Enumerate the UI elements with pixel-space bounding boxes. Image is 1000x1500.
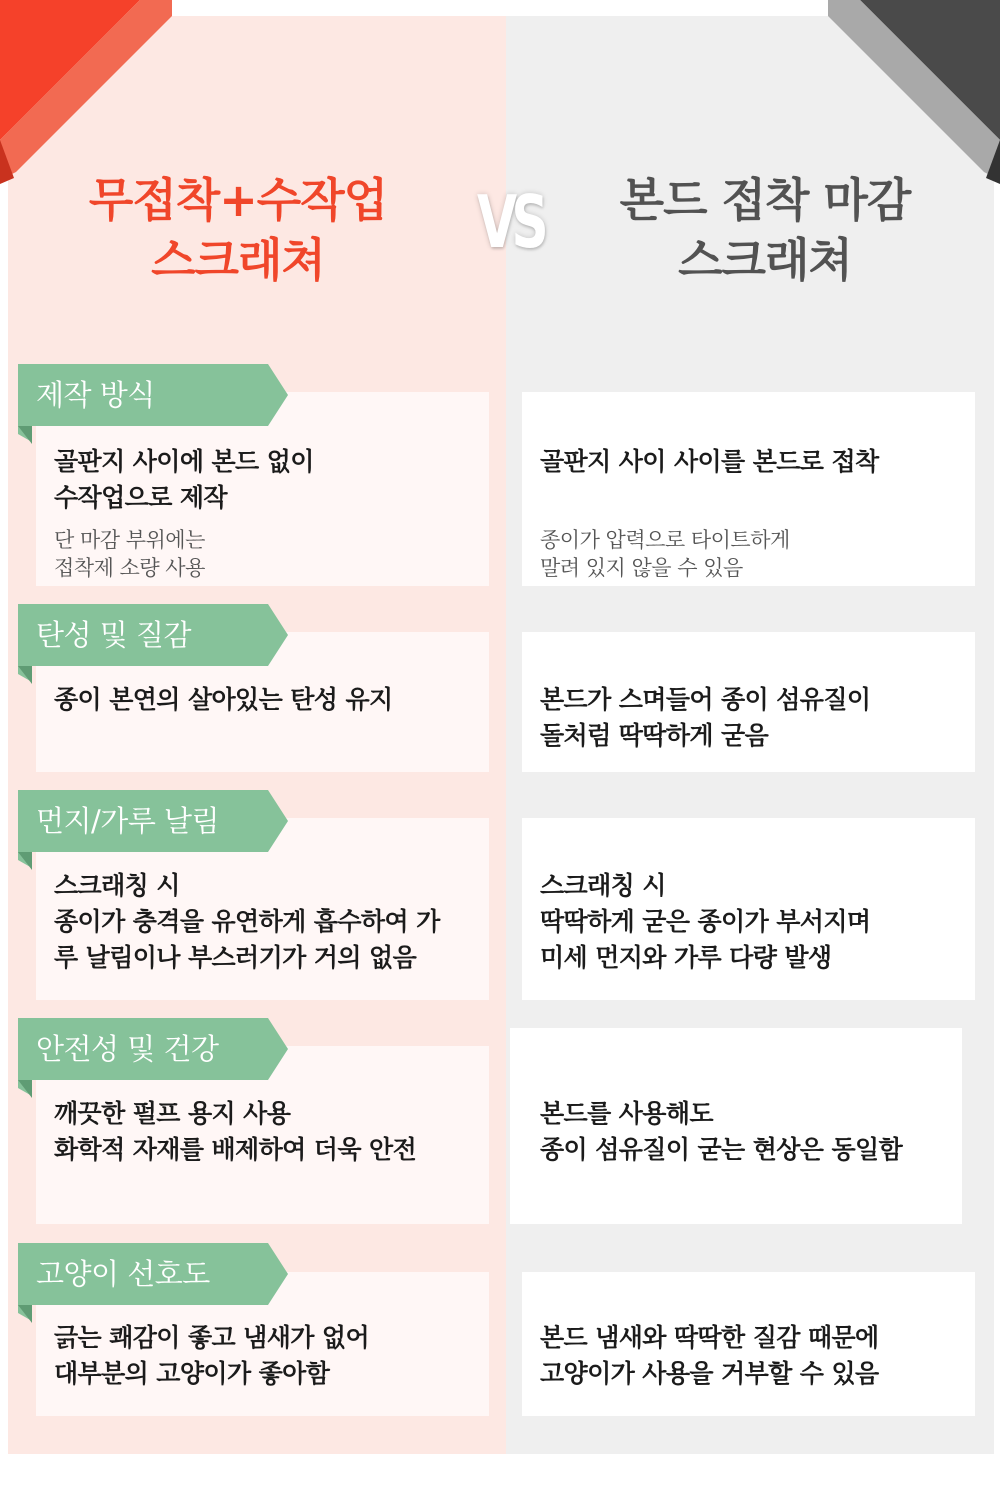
category-label: 제작 방식: [36, 378, 155, 412]
left-card-main-text: 종이 본연의 살아있는 탄성 유지: [54, 685, 393, 714]
right-title: [540, 170, 990, 290]
right-title-line-2: 스크래쳐: [678, 233, 852, 287]
left-card-main-text: 깨끗한 펄프 용지 사용 화학적 자재를 배제하여 더욱 안전: [54, 1099, 417, 1164]
left-title-line-2: 스크래쳐: [151, 233, 325, 287]
category-tag-production: [18, 364, 290, 428]
left-title: [8, 170, 468, 290]
left-card-main-text: 골판지 사이에 본드 없이 수작업으로 제작: [54, 447, 314, 512]
left-card-main-text: 스크래칭 시 종이가 충격을 유연하게 흡수하여 가 루 날림이나 부스러기가 거의 없음: [54, 871, 440, 972]
vs-label: VS: [477, 180, 543, 264]
category-label: 탄성 및 질감: [36, 618, 192, 652]
right-card-production: [522, 392, 975, 586]
right-corner-ribbon: [820, 0, 1000, 190]
left-card-main-text: 긁는 쾌감이 좋고 냄새가 없어 대부분의 고양이가 좋아함: [54, 1323, 370, 1388]
left-title-line-1: 무접착+수작업: [88, 173, 388, 227]
left-corner-ribbon: [0, 0, 180, 190]
right-card-safety: [510, 1028, 962, 1224]
category-label: 안전성 및 건강: [36, 1032, 219, 1066]
right-card-main-text: 스크래칭 시 딱딱하게 굳은 종이가 부서지며 미세 먼지와 가루 다량 발생: [540, 871, 871, 972]
right-title-line-1: 본드 접착 마감: [619, 173, 911, 227]
right-card-dust: [522, 818, 975, 1000]
right-card-main-text: 본드가 스며들어 종이 섬유질이 돌처럼 딱딱하게 굳음: [540, 685, 871, 750]
right-card-main-text: 본드를 사용해도 종이 섬유질이 굳는 현상은 동일함: [540, 1099, 903, 1164]
category-tag-cat-preference: [18, 1243, 290, 1307]
right-card-main-text: 본드 냄새와 딱딱한 질감 때문에 고양이가 사용을 거부할 수 있음: [540, 1323, 879, 1388]
category-tag-dust: [18, 790, 290, 854]
category-label: 고양이 선호도: [36, 1257, 210, 1291]
category-tag-elasticity: [18, 604, 290, 668]
right-card-cat-preference: [522, 1272, 975, 1416]
right-card-main-text: 골판지 사이 사이를 본드로 접착: [540, 447, 879, 476]
left-card-sub-text: 단 마감 부위에는 접착제 소량 사용: [54, 528, 205, 580]
category-label: 먼지/가루 날림: [36, 804, 220, 838]
right-card-sub-text: 종이가 압력으로 타이트하게 말려 있지 않을 수 있음: [540, 528, 790, 580]
category-tag-safety: [18, 1018, 290, 1082]
right-card-elasticity: [522, 632, 975, 772]
